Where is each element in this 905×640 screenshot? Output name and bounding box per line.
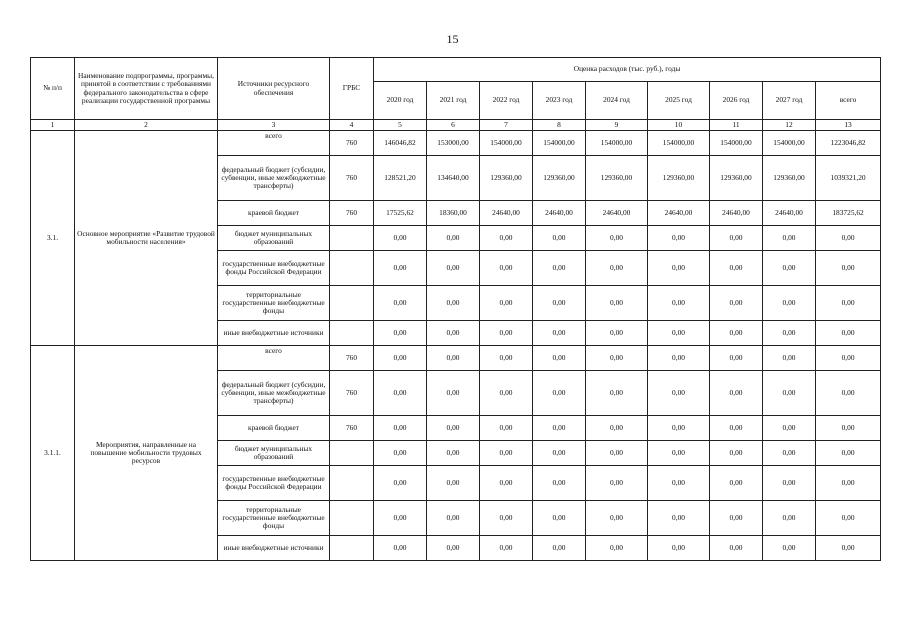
- amount-cell: 0,00: [816, 286, 881, 321]
- amount-cell: 0,00: [710, 466, 763, 501]
- amount-cell: 0,00: [710, 251, 763, 286]
- header-col-number: 6: [427, 120, 480, 131]
- amount-cell: 0,00: [648, 251, 710, 286]
- amount-cell: 154000,00: [533, 131, 586, 156]
- funding-source: иные внебюджетные источники: [218, 536, 330, 561]
- amount-cell: 0,00: [427, 346, 480, 371]
- header-col-number: 13: [816, 120, 881, 131]
- amount-cell: 0,00: [648, 286, 710, 321]
- header-year: 2025 год: [648, 82, 710, 120]
- funding-source: территориальные государственные внебюджетные фонды: [218, 286, 330, 321]
- grbs-code: 760: [330, 201, 374, 226]
- amount-cell: 0,00: [374, 321, 427, 346]
- header-col-source: Источники ресурсного обеспечения: [218, 58, 330, 120]
- amount-cell: 1039321,20: [816, 156, 881, 201]
- funding-source: всего: [218, 346, 330, 371]
- header-col-number: 9: [586, 120, 648, 131]
- amount-cell: 0,00: [648, 466, 710, 501]
- amount-cell: 0,00: [374, 416, 427, 441]
- amount-cell: 0,00: [427, 371, 480, 416]
- amount-cell: 129360,00: [480, 156, 533, 201]
- grbs-code: 760: [330, 371, 374, 416]
- amount-cell: 129360,00: [763, 156, 816, 201]
- amount-cell: 24640,00: [533, 201, 586, 226]
- header-col-number: 12: [763, 120, 816, 131]
- amount-cell: 0,00: [710, 346, 763, 371]
- amount-cell: 0,00: [374, 371, 427, 416]
- header-col-number: 4: [330, 120, 374, 131]
- amount-cell: 154000,00: [480, 131, 533, 156]
- amount-cell: 0,00: [586, 501, 648, 536]
- header-year: 2021 год: [427, 82, 480, 120]
- amount-cell: 0,00: [648, 371, 710, 416]
- header-col-number: 10: [648, 120, 710, 131]
- amount-cell: 0,00: [586, 416, 648, 441]
- amount-cell: 0,00: [480, 441, 533, 466]
- amount-cell: 129360,00: [710, 156, 763, 201]
- amount-cell: 0,00: [648, 346, 710, 371]
- header-year: 2026 год: [710, 82, 763, 120]
- amount-cell: 0,00: [816, 501, 881, 536]
- amount-cell: 0,00: [710, 501, 763, 536]
- amount-cell: 0,00: [816, 441, 881, 466]
- amount-cell: 0,00: [533, 251, 586, 286]
- amount-cell: 0,00: [816, 371, 881, 416]
- amount-cell: 0,00: [533, 226, 586, 251]
- funding-source: территориальные государственные внебюджетные фонды: [218, 501, 330, 536]
- amount-cell: 0,00: [480, 466, 533, 501]
- amount-cell: 18360,00: [427, 201, 480, 226]
- amount-cell: 183725,62: [816, 201, 881, 226]
- amount-cell: 24640,00: [586, 201, 648, 226]
- amount-cell: 0,00: [480, 226, 533, 251]
- amount-cell: 1223046,82: [816, 131, 881, 156]
- section-code: 3.1.: [31, 131, 75, 346]
- amount-cell: 0,00: [374, 501, 427, 536]
- header-year: 2022 год: [480, 82, 533, 120]
- funding-source: государственные внебюджетные фонды Российской Федерации: [218, 466, 330, 501]
- amount-cell: 0,00: [763, 226, 816, 251]
- amount-cell: 0,00: [710, 226, 763, 251]
- amount-cell: 0,00: [480, 501, 533, 536]
- amount-cell: 0,00: [586, 371, 648, 416]
- amount-cell: 0,00: [816, 251, 881, 286]
- amount-cell: 128521,20: [374, 156, 427, 201]
- header-col-number: 5: [374, 120, 427, 131]
- funding-source: всего: [218, 131, 330, 156]
- amount-cell: 0,00: [586, 346, 648, 371]
- header-col-no: № п/п: [31, 58, 75, 120]
- amount-cell: 0,00: [374, 466, 427, 501]
- amount-cell: 0,00: [374, 346, 427, 371]
- amount-cell: 0,00: [586, 466, 648, 501]
- header-col-number: 11: [710, 120, 763, 131]
- amount-cell: 129360,00: [586, 156, 648, 201]
- amount-cell: 0,00: [533, 441, 586, 466]
- amount-cell: 146046,82: [374, 131, 427, 156]
- header-year: всего: [816, 82, 881, 120]
- amount-cell: 0,00: [763, 501, 816, 536]
- funding-source: краевой бюджет: [218, 201, 330, 226]
- amount-cell: 0,00: [586, 536, 648, 561]
- amount-cell: 0,00: [533, 286, 586, 321]
- amount-cell: 0,00: [533, 501, 586, 536]
- header-year: 2024 год: [586, 82, 648, 120]
- amount-cell: 0,00: [427, 226, 480, 251]
- header-col-number: 2: [75, 120, 218, 131]
- amount-cell: 0,00: [374, 226, 427, 251]
- amount-cell: 0,00: [710, 416, 763, 441]
- amount-cell: 0,00: [533, 371, 586, 416]
- amount-cell: 0,00: [427, 466, 480, 501]
- amount-cell: 0,00: [763, 346, 816, 371]
- amount-cell: 154000,00: [648, 131, 710, 156]
- amount-cell: 0,00: [480, 416, 533, 441]
- amount-cell: 0,00: [533, 346, 586, 371]
- amount-cell: 0,00: [648, 416, 710, 441]
- amount-cell: 0,00: [480, 251, 533, 286]
- amount-cell: 129360,00: [648, 156, 710, 201]
- amount-cell: 0,00: [816, 321, 881, 346]
- grbs-code: [330, 251, 374, 286]
- amount-cell: 0,00: [533, 416, 586, 441]
- header-col-name: Наименование подпрограммы, программы, принятой в соответствии с требованиями федерального законодательства в сфере реализации государственной программы: [75, 58, 218, 120]
- amount-cell: 24640,00: [763, 201, 816, 226]
- funding-source: федеральный бюджет (субсидии, субвенции, иные межбюджетные трансферты): [218, 371, 330, 416]
- funding-source: государственные внебюджетные фонды Российской Федерации: [218, 251, 330, 286]
- amount-cell: 0,00: [586, 286, 648, 321]
- amount-cell: 0,00: [710, 321, 763, 346]
- funding-source: федеральный бюджет (субсидии, субвенции, иные межбюджетные трансферты): [218, 156, 330, 201]
- amount-cell: 154000,00: [710, 131, 763, 156]
- grbs-code: [330, 466, 374, 501]
- section-name: Основное мероприятие «Развитие трудовой мобильности населения»: [75, 131, 218, 346]
- amount-cell: 24640,00: [710, 201, 763, 226]
- header-col-number: 7: [480, 120, 533, 131]
- amount-cell: 0,00: [816, 536, 881, 561]
- amount-cell: 0,00: [533, 321, 586, 346]
- header-col-number: 8: [533, 120, 586, 131]
- amount-cell: 0,00: [427, 441, 480, 466]
- grbs-code: [330, 441, 374, 466]
- amount-cell: 0,00: [710, 371, 763, 416]
- amount-cell: 129360,00: [533, 156, 586, 201]
- header-year: 2020 год: [374, 82, 427, 120]
- amount-cell: 0,00: [710, 441, 763, 466]
- grbs-code: 760: [330, 346, 374, 371]
- amount-cell: 0,00: [586, 251, 648, 286]
- amount-cell: 0,00: [816, 416, 881, 441]
- amount-cell: 0,00: [427, 501, 480, 536]
- grbs-code: [330, 536, 374, 561]
- amount-cell: 0,00: [648, 501, 710, 536]
- grbs-code: 760: [330, 416, 374, 441]
- amount-cell: 0,00: [586, 441, 648, 466]
- amount-cell: 0,00: [763, 371, 816, 416]
- grbs-code: [330, 501, 374, 536]
- amount-cell: 0,00: [480, 346, 533, 371]
- grbs-code: [330, 321, 374, 346]
- amount-cell: 154000,00: [586, 131, 648, 156]
- amount-cell: 154000,00: [763, 131, 816, 156]
- amount-cell: 0,00: [763, 286, 816, 321]
- amount-cell: 134640,00: [427, 156, 480, 201]
- amount-cell: 0,00: [586, 226, 648, 251]
- amount-cell: 0,00: [816, 466, 881, 501]
- amount-cell: 0,00: [710, 536, 763, 561]
- amount-cell: 0,00: [710, 286, 763, 321]
- budget-table: [30, 57, 881, 561]
- amount-cell: 0,00: [427, 321, 480, 346]
- grbs-code: 760: [330, 131, 374, 156]
- grbs-code: [330, 226, 374, 251]
- header-year: 2027 год: [763, 82, 816, 120]
- grbs-code: [330, 286, 374, 321]
- amount-cell: 0,00: [816, 226, 881, 251]
- amount-cell: 0,00: [816, 346, 881, 371]
- amount-cell: 0,00: [763, 466, 816, 501]
- amount-cell: 0,00: [586, 321, 648, 346]
- amount-cell: 0,00: [427, 536, 480, 561]
- amount-cell: 24640,00: [480, 201, 533, 226]
- amount-cell: 0,00: [374, 251, 427, 286]
- amount-cell: 0,00: [480, 536, 533, 561]
- amount-cell: 0,00: [427, 286, 480, 321]
- page-number: 15: [446, 32, 459, 46]
- amount-cell: 0,00: [763, 441, 816, 466]
- amount-cell: 0,00: [648, 536, 710, 561]
- header-year: 2023 год: [533, 82, 586, 120]
- header-col-grbs: ГРБС: [330, 58, 374, 120]
- amount-cell: 0,00: [763, 536, 816, 561]
- funding-source: краевой бюджет: [218, 416, 330, 441]
- section-code: 3.1.1.: [31, 346, 75, 561]
- amount-cell: 17525,62: [374, 201, 427, 226]
- amount-cell: 0,00: [480, 321, 533, 346]
- amount-cell: 0,00: [480, 286, 533, 321]
- funding-source: иные внебюджетные источники: [218, 321, 330, 346]
- amount-cell: 0,00: [480, 371, 533, 416]
- funding-source: бюджет муниципальных образований: [218, 226, 330, 251]
- header-col-estimate: Оценка расходов (тыс. руб.), годы: [374, 58, 881, 82]
- amount-cell: 0,00: [533, 466, 586, 501]
- funding-source: бюджет муниципальных образований: [218, 441, 330, 466]
- amount-cell: 0,00: [374, 536, 427, 561]
- header-numbers-row: [31, 120, 881, 131]
- amount-cell: 0,00: [763, 321, 816, 346]
- amount-cell: 0,00: [427, 416, 480, 441]
- amount-cell: 0,00: [648, 321, 710, 346]
- amount-cell: 0,00: [533, 536, 586, 561]
- amount-cell: 0,00: [374, 286, 427, 321]
- amount-cell: 0,00: [763, 416, 816, 441]
- grbs-code: 760: [330, 156, 374, 201]
- table-body: [31, 131, 881, 561]
- header-col-number: 3: [218, 120, 330, 131]
- table-row: [31, 346, 881, 371]
- amount-cell: 0,00: [648, 226, 710, 251]
- amount-cell: 153000,00: [427, 131, 480, 156]
- amount-cell: 0,00: [427, 251, 480, 286]
- amount-cell: 0,00: [374, 441, 427, 466]
- section-name: Мероприятия, направленные на повышение мобильности трудовых ресурсов: [75, 346, 218, 561]
- table-row: [31, 131, 881, 156]
- amount-cell: 0,00: [648, 441, 710, 466]
- amount-cell: 0,00: [763, 251, 816, 286]
- amount-cell: 24640,00: [648, 201, 710, 226]
- header-col-number: 1: [31, 120, 75, 131]
